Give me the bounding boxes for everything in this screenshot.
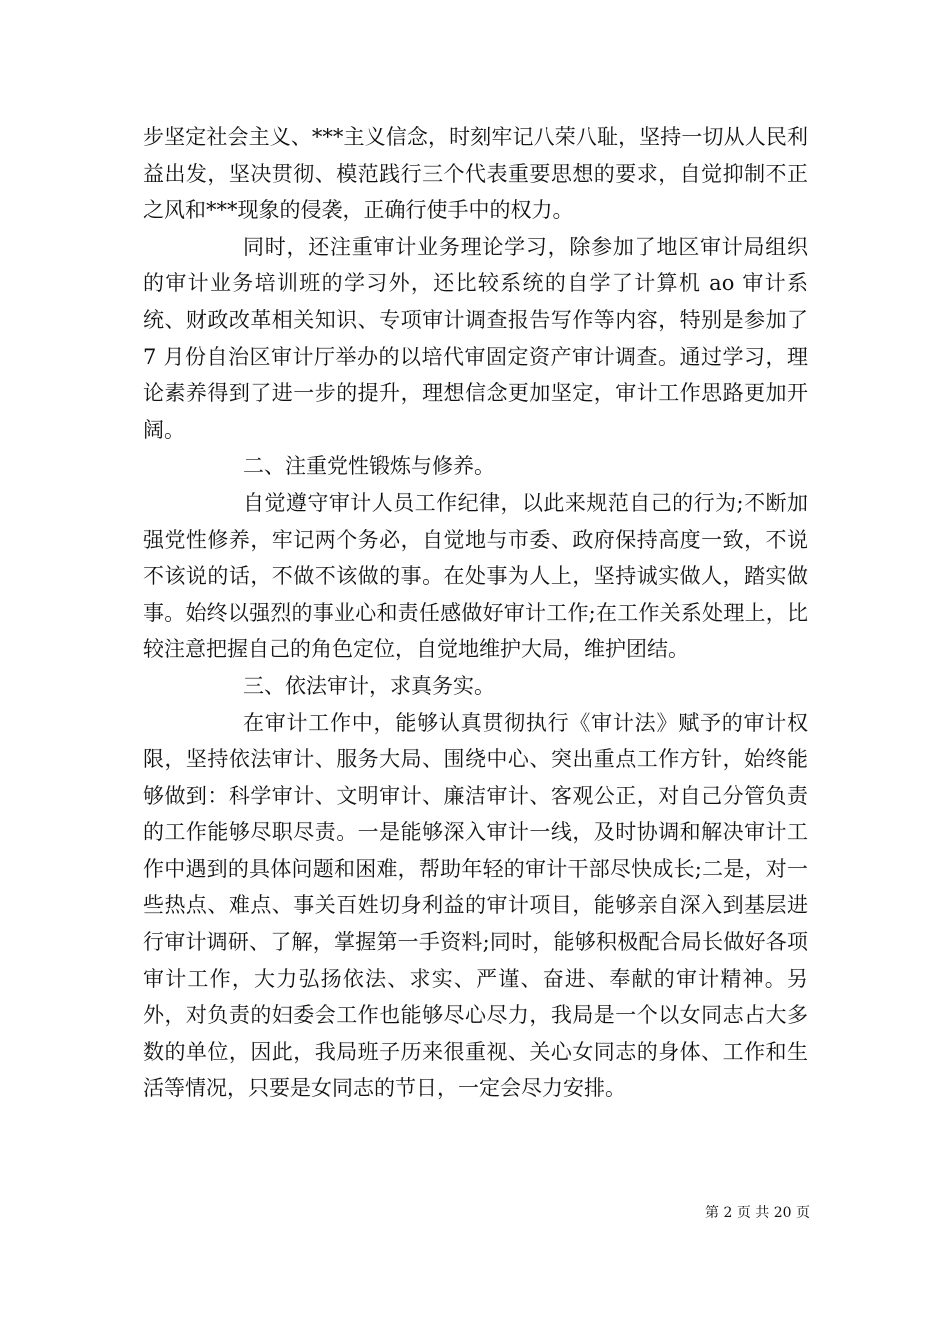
- section-heading-2: 二、注重党性锻炼与修养。: [243, 454, 495, 479]
- paragraph-study: 同时，还注重审计业务理论学习，除参加了地区审计局组织的审计业务培训班的学习外，还比较系统的自学了计算机 ao 审计系统、财政改革相关知识、专项审计调查报告写作等内容，特别是参加了 7 月份自治区审计厅举办的以培代审固定资产审计调查。通过学习，理论素养得到了进一步的提升，理想信念更加坚定，审计工作思路更加开阔。: [143, 234, 808, 442]
- body-text: [143, 119, 808, 1107]
- section-heading-3: 三、依法审计，求真务实。: [243, 673, 495, 698]
- paragraph-party-spirit: 自觉遵守审计人员工作纪律，以此来规范自己的行为;不断加强党性修养，牢记两个务必，自觉地与市委、政府保持高度一致，不说不该说的话，不做不该做的事。在处事为人上，坚持诚实做人，踏实做事。始终以强烈的事业心和责任感做好审计工作;在工作关系处理上，比较注意把握自己的角色定位，自觉地维护大局，维护团结。: [143, 490, 808, 662]
- paragraph-audit-work: 在审计工作中，能够认真贯彻执行《审计法》赋予的审计权限，坚持依法审计、服务大局、围绕中心、突出重点工作方针，始终能够做到：科学审计、文明审计、廉洁审计、客观公正，对自己分管负责的工作能够尽职尽责。一是能够深入审计一线，及时协调和解决审计工作中遇到的具体问题和困难，帮助年轻的审计干部尽快成长;二是，对一些热点、难点、事关百姓切身利益的审计项目，能够亲自深入到基层进行审计调研、了解，掌握第一手资料;同时，能够积极配合局长做好各项审计工作，大力弘扬依法、求实、严谨、奋进、奉献的审计精神。另外，对负责的妇委会工作也能够尽心尽力，我局是一个以女同志占大多数的单位，因此，我局班子历来很重视、关心女同志的身体、工作和生活等情况，只要是女同志的节日，一定会尽力安排。: [143, 710, 808, 1101]
- paragraph-continuation: 步坚定社会主义、***主义信念，时刻牢记八荣八耻，坚持一切从人民利益出发，坚决贯彻、模范践行三个代表重要思想的要求，自觉抑制不正之风和***现象的侵袭，正确行使手中的权力。: [143, 125, 808, 223]
- page-number: 第 2 页 共 20 页: [705, 1205, 810, 1221]
